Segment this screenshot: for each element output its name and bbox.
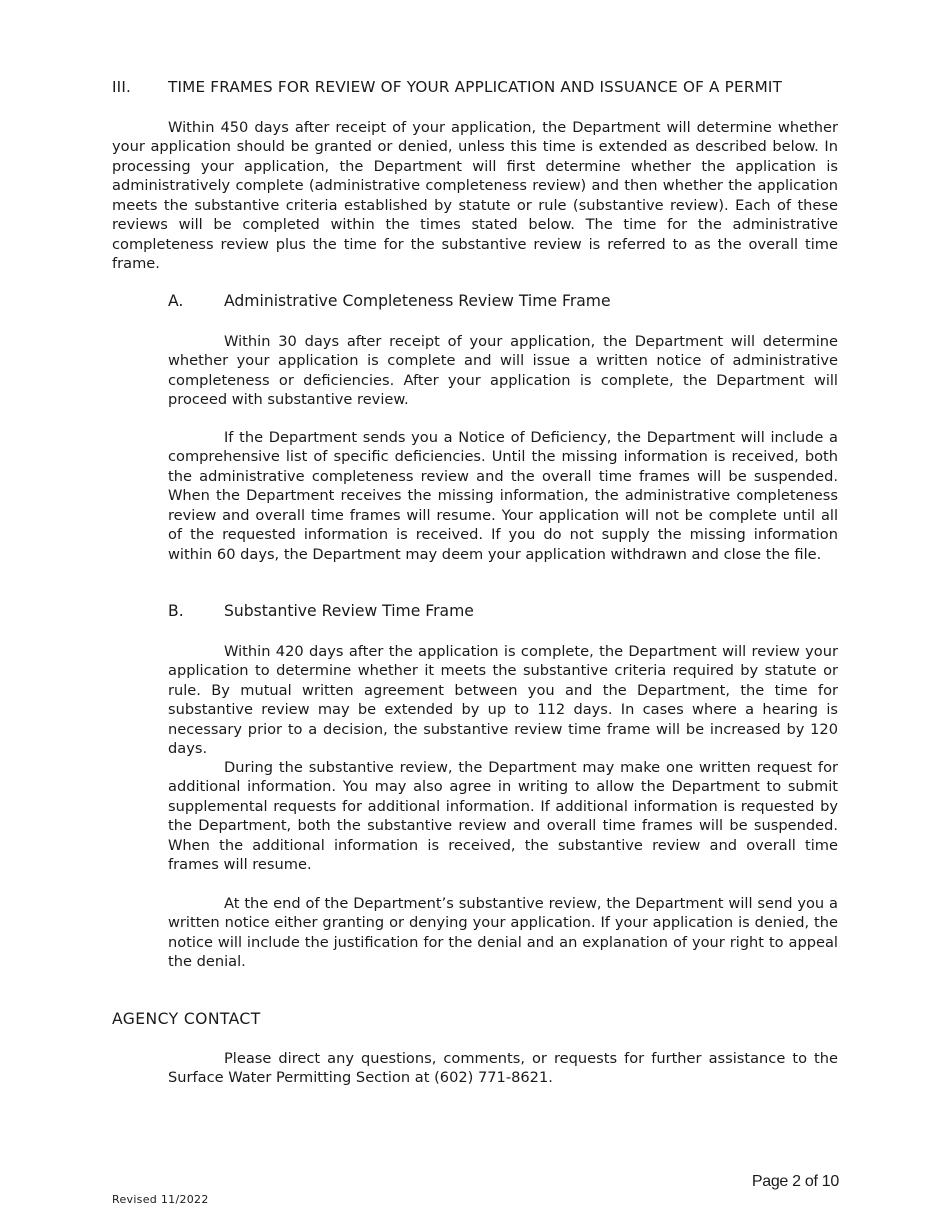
section-number: III. [112, 78, 132, 96]
agency-contact-text: Please direct any questions, comments, or requests for further assistance to the Surface Water Permitting Section at (602) 771-8621. [168, 1050, 838, 1087]
subsection-b-paragraph-2: During the substantive review, the Department may make one written request for additional information. You may also agree in writing to allow the Department to submit supplemental requests for additional information. If additional information is requested by the Department, both the substantive review and overall time frames will be suspended. When the additional information is received, the substantive review and overall time frames will resume. [168, 759, 838, 874]
subsection-a-paragraph-1: Within 30 days after receipt of your application, the Department will determine whether your application is complete and will issue a written notice of administrative completeness or deficiencies. After your application is complete, the Department will proceed with substantive review. [168, 333, 838, 409]
subsection-b-paragraph-3: At the end of the Department’s substantive review, the Department will send you a written notice either granting or denying your application. If your application is denied, the notice will include the justification for the denial and an explanation of your right to appeal the denial. [168, 895, 838, 971]
agency-contact-heading: AGENCY CONTACT [112, 1010, 261, 1028]
subsection-a-title: Administrative Completeness Review Time Frame [224, 292, 611, 310]
section-title: TIME FRAMES FOR REVIEW OF YOUR APPLICATION AND ISSUANCE OF A PERMIT [168, 78, 783, 96]
revised-date: Revised 11/2022 [112, 1193, 209, 1206]
subsection-b-title: Substantive Review Time Frame [224, 602, 474, 620]
subsection-a-paragraph-2: If the Department sends you a Notice of Deficiency, the Department will include a comprehensive list of specific deficiencies. Until the missing information is received, both the administrative completeness review and the overall time frames will be suspended. When the Department receives the missing information, the administrative completeness review and overall time frames will resume. Your application will not be complete until all of the requested information is received. If you do not supply the missing information within 60 days, the Department may deem your application withdrawn and close the file. [168, 429, 838, 563]
subsection-b-paragraph-1: Within 420 days after the application is complete, the Department will review your application to determine whether it meets the substantive criteria required by statute or rule. By mutual written agreement between you and the Department, the time for substantive review may be extended by up to 112 days. In cases where a hearing is necessary prior to a decision, the substantive review time frame will be increased by 120 days. [168, 643, 838, 758]
subsection-a-letter: A. [168, 292, 184, 310]
subsection-b-letter: B. [168, 602, 184, 620]
page-number: Page 2 of 10 [751, 1173, 839, 1190]
intro-paragraph: Within 450 days after receipt of your application, the Department will determine whether your application should be granted or denied, unless this time is extended as described below. In processing your application, the Department will first determine whether the application is administratively complete (administrative completeness review) and then whether the application meets the substantive criteria established by statute or rule (substantive review). Each of these reviews will be completed within the times stated below. The time for the administrative completeness review plus the time for the substantive review is referred to as the overall time frame. [112, 119, 838, 273]
